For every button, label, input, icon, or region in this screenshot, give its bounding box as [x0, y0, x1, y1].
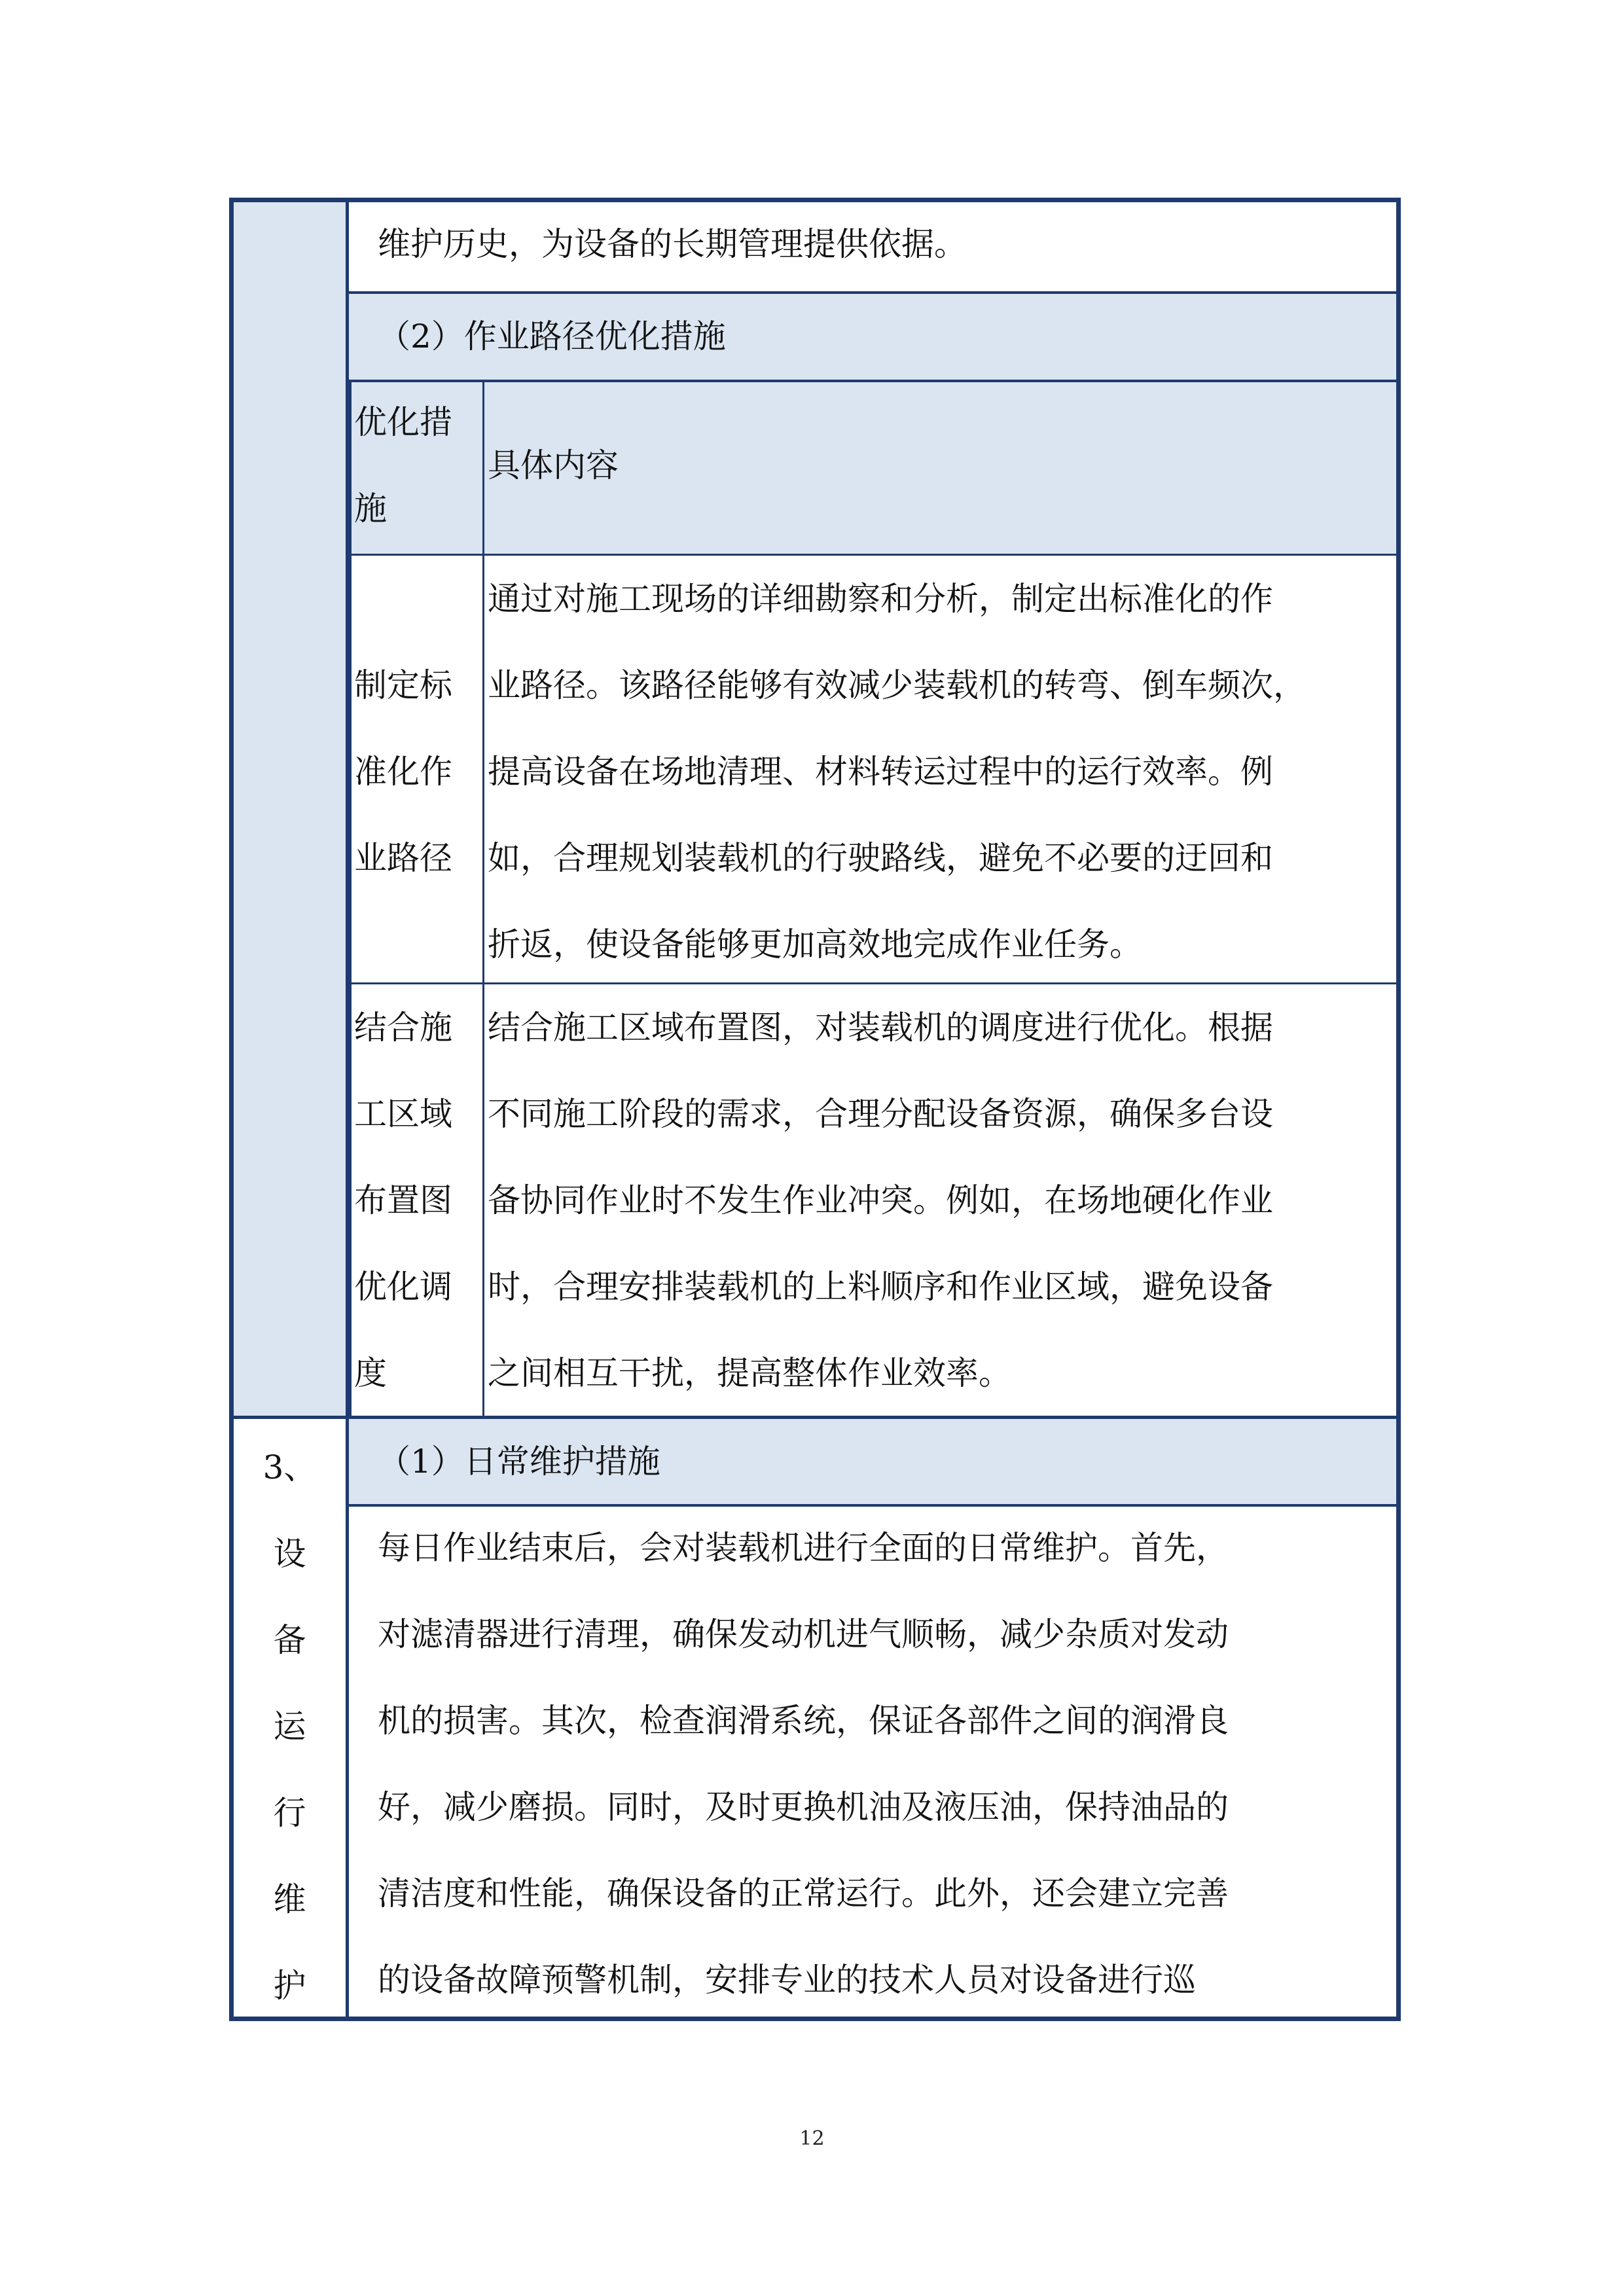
row2-content-line: 备协同作业时不发生作业冲突。例如，在场地硬化作业: [488, 1181, 1273, 1219]
row2-content-line: 不同施工阶段的需求，合理分配设备资源，确保多台设: [488, 1095, 1273, 1133]
content-table: [229, 198, 1401, 2021]
continuation-text: 维护历史，为设备的长期管理提供依据。: [378, 225, 967, 263]
row1-label-line: 制定标: [354, 666, 452, 704]
inner-table-row-divider: [349, 982, 1396, 984]
section3-body-line: 清洁度和性能，确保设备的正常运行。此外，还会建立完善: [378, 1874, 1229, 1912]
section2-heading: （2）作业路径优化措施: [378, 317, 726, 355]
row1-label-line: 业路径: [354, 839, 452, 877]
section3-label-char: 行: [273, 1794, 306, 1832]
section3-label-char: 设: [273, 1535, 306, 1573]
row2-label-line: 工区域: [354, 1095, 452, 1133]
section3-body-line: 机的损害。其次，检查润滑系统，保证各部件之间的润滑良: [378, 1702, 1229, 1740]
header-col2: 具体内容: [488, 446, 619, 484]
section3-body-line: 每日作业结束后，会对装载机进行全面的日常维护。首先，: [378, 1529, 1229, 1567]
inner-table-left-border: [349, 380, 352, 1416]
row1-content-line: 折返，使设备能够更加高效地完成作业任务。: [488, 925, 1142, 963]
row2-content-line: 之间相互干扰，提高整体作业效率。: [488, 1354, 1011, 1392]
section3-label-char: 备: [273, 1621, 306, 1659]
row2-label-line: 度: [354, 1354, 387, 1392]
section3-body-line: 好，减少磨损。同时，及时更换机油及液压油，保持油品的: [378, 1788, 1229, 1826]
row-divider: [349, 1504, 1396, 1507]
row1-content-line: 业路径。该路径能够有效减少装载机的转弯、倒车频次，: [488, 666, 1306, 704]
row2-label-line: 优化调: [354, 1268, 452, 1306]
inner-table-row-divider: [349, 554, 1396, 556]
row1-content-line: 提高设备在场地清理、材料转运过程中的运行效率。例: [488, 753, 1273, 791]
row1-content-line: 通过对施工现场的详细勘察和分析，制定出标准化的作: [488, 580, 1273, 618]
section3-label-char: 运: [273, 1708, 306, 1746]
inner-table-column-divider: [482, 380, 484, 1416]
row1-content-line: 如，合理规划装载机的行驶路线，避免不必要的迂回和: [488, 839, 1273, 877]
section3-label-char: 维: [273, 1880, 306, 1918]
page-number: 12: [799, 2127, 825, 2150]
header-col1-line: 优化措: [354, 403, 452, 441]
header-col1-line: 施: [354, 490, 387, 528]
row2-content-line: 结合施工区域布置图，对装载机的调度进行优化。根据: [488, 1009, 1273, 1047]
section3-label-char: 3、: [262, 1448, 317, 1486]
row2-label-line: 布置图: [354, 1181, 452, 1219]
row1-label-line: 准化作: [354, 753, 452, 791]
section3-body-line: 对滤清器进行清理，确保发动机进气顺畅，减少杂质对发动: [378, 1615, 1229, 1653]
section3-body-line: 的设备故障预警机制，安排专业的技术人员对设备进行巡: [378, 1961, 1196, 1999]
section3-label-cell: [234, 1416, 346, 2017]
row2-label-line: 结合施: [354, 1009, 452, 1047]
section3-label-char: 护: [273, 1967, 306, 2005]
row2-content-line: 时，合理安排装载机的上料顺序和作业区域，避免设备: [488, 1268, 1273, 1306]
section3-heading: （1）日常维护措施: [378, 1443, 660, 1480]
